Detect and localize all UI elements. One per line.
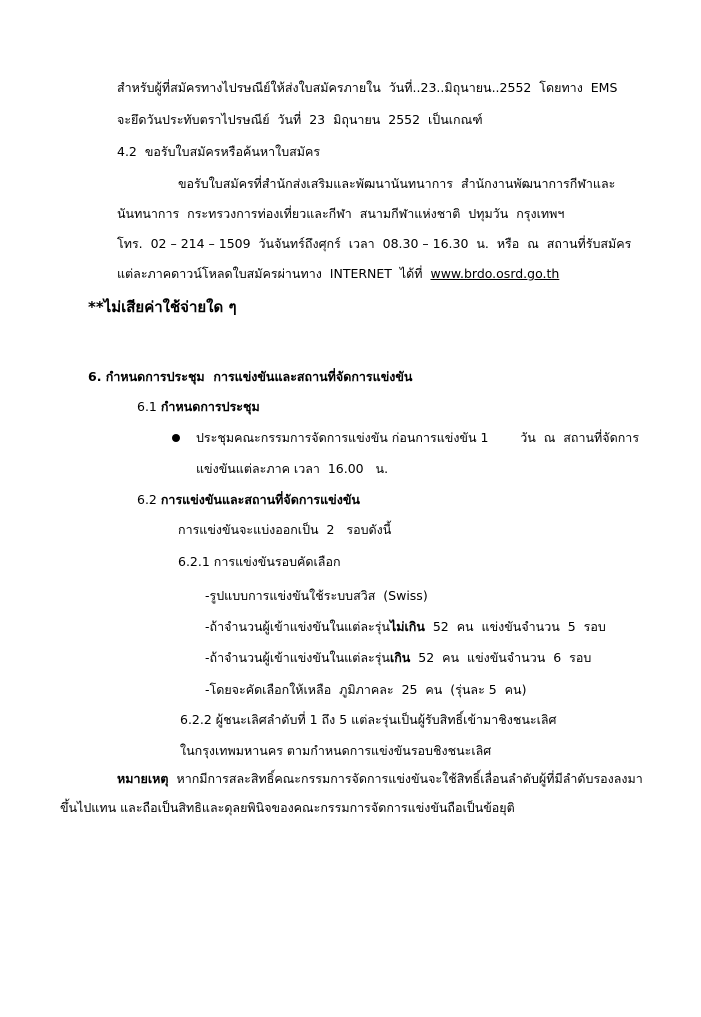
section-6-2-number: 6.2 [137, 492, 161, 507]
section-6-2-1-heading: 6.2.1 การแข่งขันรอบคัดเลือก [178, 554, 341, 569]
section-6-1-title: กำหนดการประชุม [160, 399, 260, 414]
section-6-1-heading [137, 397, 671, 417]
rule-max-item [205, 617, 671, 637]
bullet-icon [172, 434, 180, 442]
format-item: -รูปแบบการแข่งขันใช้ระบบสวิส (Swiss) [205, 588, 428, 603]
section-6-1-number: 6.1 [137, 399, 161, 414]
meeting-bullet-item [172, 428, 671, 448]
download-text: แต่ละภาคดาวน์โหลดใบสมัครผ่านทาง INTERNET ได้ที่ [117, 266, 431, 281]
section-6-2-2-line2: ในกรุงเทพมหานคร ตามกำหนดการแข่งขันรอบชิงชนะเลิศ [180, 743, 492, 758]
section-4-2-heading: 4.2 ขอรับใบสมัครหรือค้นหาใบสมัคร [117, 144, 321, 159]
remark-label: หมายเหตุ [117, 771, 169, 786]
download-link[interactable]: www.brdo.osrd.go.th [430, 266, 560, 281]
section-6-2-heading [137, 490, 671, 510]
meeting-line2: แข่งขันแต่ละภาค เวลา 16.00 น. [196, 461, 389, 476]
rule-max-before: -ถ้าจำนวนผู้เข้าแข่งขันในแต่ละรุ่น [205, 619, 390, 634]
mail-application-line1: สำหรับผู้ที่สมัครทางไปรษณีย์ให้ส่งใบสมัครภายใน วันที่..23..มิถุนายน..2552 โดยทาง EMS [117, 80, 618, 95]
rule-max-after: 52 คน แข่งขันจำนวน 5 รอบ [424, 619, 606, 634]
remark-line1 [117, 769, 671, 789]
section-6-2-title: การแข่งขันและสถานที่จัดการแข่งขัน [160, 492, 360, 507]
rule-max-bold: ไม่เกิน [389, 619, 425, 634]
rule-over-bold: เกิน [389, 650, 411, 665]
rule-over-item [205, 648, 671, 668]
mail-application-line2: จะยึดวันประทับตราไปรษณีย์ วันที่ 23 มิถุนายน 2552 เป็นเกณฑ์ [117, 112, 483, 127]
section-6-heading: 6. กำหนดการประชุม การแข่งขันและสถานที่จัดการแข่งขัน [88, 369, 413, 384]
meeting-line1: ประชุมคณะกรรมการจัดการแข่งขัน ก่อนการแข่งขัน 1 วัน ณ สถานที่จัดการ [196, 430, 640, 445]
section-4-2-line3: โทร. 02 – 214 – 1509 วันจันทร์ถึงศุกร์ เวลา 08.30 – 16.30 น. หรือ ณ สถานที่รับสมัคร [117, 236, 632, 251]
remark-line2: ขึ้นไปแทน และถือเป็นสิทธิและดุลยพินิจของคณะกรรมการจัดการแข่งขันถือเป็นข้อยุติ [60, 800, 515, 815]
section-4-2-download-line [117, 264, 671, 284]
section-6-2-2-line1: 6.2.2 ผู้ชนะเลิศลำดับที่ 1 ถึง 5 แต่ละรุ่นเป็นผู้รับสิทธิ์เข้ามาชิงชนะเลิศ [180, 712, 557, 727]
rule-over-after: 52 คน แข่งขันจำนวน 6 รอบ [410, 650, 592, 665]
section-6-2-intro: การแข่งขันจะแบ่งออกเป็น 2 รอบดังนี้ [178, 522, 392, 537]
free-of-charge-note: **ไม่เสียค่าใช้จ่ายใด ๆ [88, 298, 237, 316]
selection-item: -โดยจะคัดเลือกให้เหลือ ภูมิภาคละ 25 คน (รุ่นละ 5 คน) [205, 682, 527, 697]
section-4-2-line1: ขอรับใบสมัครที่สำนักส่งเสริมและพัฒนานันทนาการ สำนักงานพัฒนาการกีฬาและ [178, 176, 616, 191]
rule-over-before: -ถ้าจำนวนผู้เข้าแข่งขันในแต่ละรุ่น [205, 650, 390, 665]
remark-text: หากมีการสละสิทธิ์คณะกรรมการจัดการแข่งขันจะใช้สิทธิ์เลื่อนลำดับผู้ที่มีลำดับรองลงมา [176, 771, 643, 786]
section-4-2-line2: นันทนาการ กระทรวงการท่องเที่ยวและกีฬา สนามกีฬาแห่งชาติ ปทุมวัน กรุงเทพฯ [117, 206, 565, 221]
